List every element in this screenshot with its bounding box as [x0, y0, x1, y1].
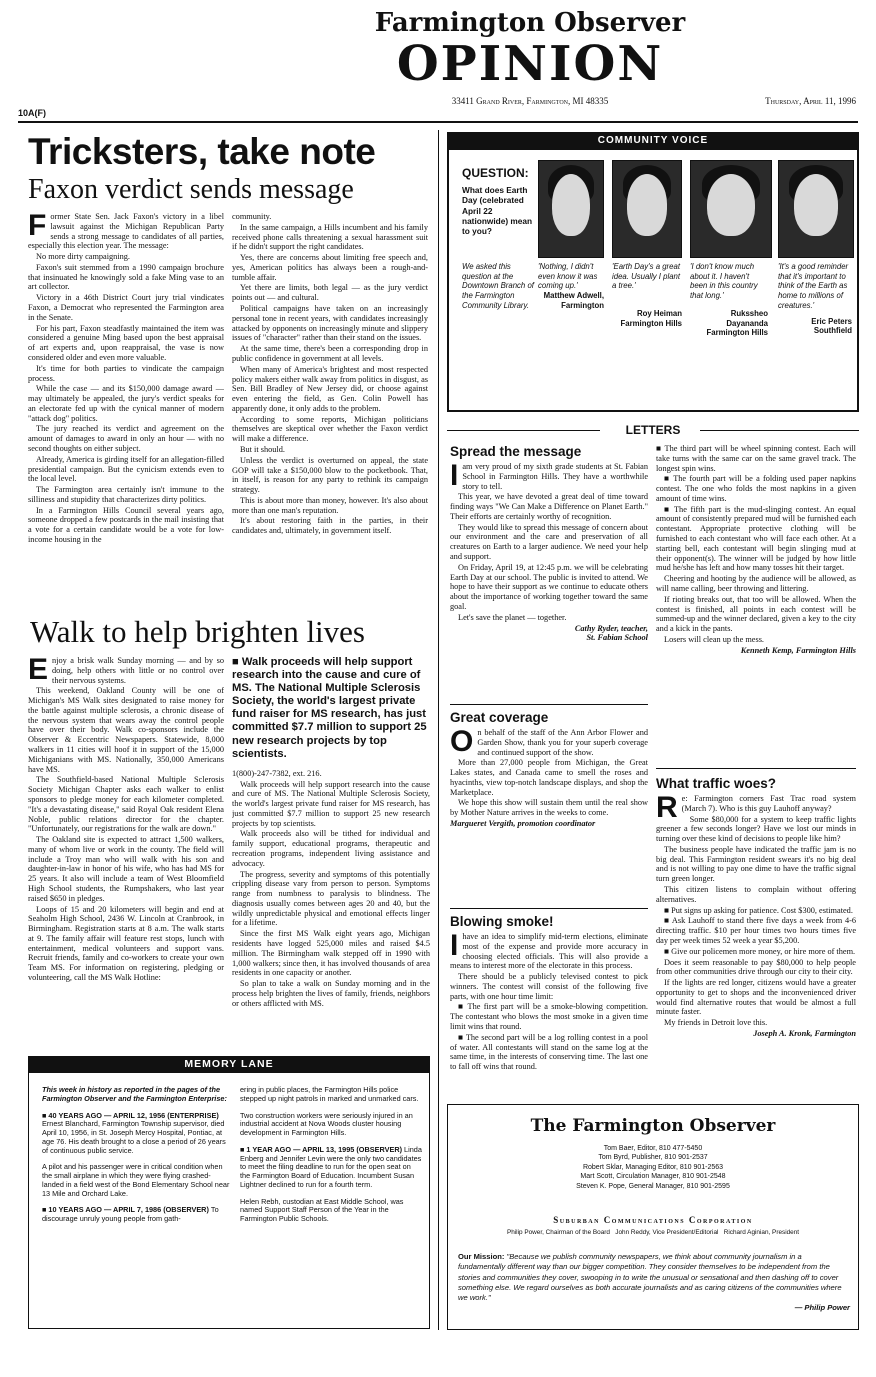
spread-body [450, 462, 648, 682]
paragraph: ■ Put signs up asking for patience. Cost $300, estimated. [664, 905, 853, 915]
editorial-column-2 [232, 212, 428, 580]
paragraph: According to some reports, Michigan politicians themselves are skeptical over whether the Faxon verdict will make a difference. [232, 414, 428, 444]
issue-date: Thursday, April 11, 1996 [765, 96, 856, 106]
paragraph: ■ The third part will be wheel spinning contest. Each will take turns with the same car on the same gravel track. The longest spin wins. [656, 444, 856, 473]
letters-right-signature: Kenneth Kemp, Farmington Hills [740, 645, 856, 655]
paragraph: njoy a brisk walk Sunday morning — and by so doing, help others with little or no control over their nervous systems. [52, 656, 224, 685]
column-divider [438, 130, 439, 1330]
photo-respondent-3 [690, 160, 772, 258]
paragraph: In a Farmington Hills Council several years ago, someone dropped a few postcards in the mail insisting that a vote for a certain candidate would be a vote for low-income housing in the [28, 505, 224, 544]
paragraph: have an idea to simplify mid-term elections, eliminate most of the expense and provide more accuracy in choosing elected officials. This will also provide a means to interest more of the electorate in this process. [450, 932, 648, 971]
smoke-headline: Blowing smoke! [450, 914, 554, 929]
paragraph: This year, we have devoted a great deal of time toward finding ways "We Can Make a Difference on Planet Earth." Their efforts are certainly worthy of recognition. [450, 492, 648, 521]
memory-lane-column-1 [42, 1086, 232, 1326]
paragraph: On Friday, April 19, at 12:45 p.m. we will be celebrating Earth Day at our school. The public is invited to attend. We hope to have their support as we continue to educate others about the importance of working together toward the same goal. [450, 562, 648, 611]
answer-2: 'Earth Day's a great idea. Usually I plant a tree.' Roy Heiman Farmington Hills [612, 262, 682, 328]
section-title: OPINION [396, 36, 664, 92]
paragraph: They would like to spread this message of concern about our environment and the care and preservation of all creatures on Earth to a larger audience. We need your help and support. [450, 522, 648, 562]
memory-lane-heading: ■ 40 YEARS AGO — APRIL 12, 1956 (ENTERPRISE) [42, 1110, 219, 1120]
paragraph: Let's save the planet — together. [458, 612, 567, 622]
answer-4: 'It's a good reminder that it's important to think of the Earth as home to millions of creatures.' Eric Peters Southfield [778, 262, 852, 336]
spread-signature-1: Cathy Ryder, teacher, [574, 623, 648, 633]
paragraph: Unless the verdict is overturned on appeal, the state GOP will take a $150,000 blow to the pocketbook. That, in itself, is reason for any party to rethink its campaign strategy. [232, 455, 428, 495]
memory-lane-heading: ■ 1 YEAR AGO — APRIL 13, 1995 (OBSERVER) [240, 1144, 405, 1154]
paragraph: My friends in Detroit love this. [664, 1018, 768, 1028]
paragraph: In the same campaign, a Hills incumbent and his family received phone calls threatening a sexual harassment suit if he didn't support the right candidates. [232, 222, 428, 252]
paragraph: It's about restoring faith in the parties, in their candidates and, ultimately, in government itself. [232, 516, 428, 536]
walk-column-1 [28, 656, 224, 1054]
spread-headline: Spread the message [450, 444, 582, 459]
mission-label: Our Mission: [458, 1252, 505, 1261]
walk-column-2 [232, 656, 430, 1054]
community-voice-title: COMMUNITY VOICE [597, 135, 709, 146]
paragraph: Since the first MS Walk eight years ago, Michigan residents have logged 525,000 miles and raised $4.5 million. The Birmingham walk stepped off in 1990 with 1,000 walkers; since then, it has involved thousands of area residents in one capacity or another. [232, 929, 430, 978]
paragraph: More than 27,000 people from Michigan, the Great Lakes states, and Canada came to smell the roses and hyacinths, view top-notch landscape displays, and shop the Marketplace. [450, 758, 648, 797]
letters-right-column [656, 444, 856, 704]
memory-lane-text: Two construction workers were seriously injured in an industrial accident at Nova Woods cluster housing development in Farmington Hills. [240, 1110, 413, 1137]
paragraph: ■ Give our policemen more money, or hire more of them. [664, 946, 856, 956]
memory-lane-item [42, 1163, 232, 1198]
question-label: QUESTION: [462, 166, 529, 180]
community-voice-bar [447, 132, 859, 150]
paragraph: Some $80,000 for a system to keep traffic lights greener a few seconds longer? Have we lost our minds in turning over these kind of decisions to people like him? [656, 814, 856, 844]
smoke-body [450, 932, 648, 1082]
paragraph: ■ Ask Lauhoff to stand there five days a week from 4-6 directing traffic. $10 per hour times two hours times five day per week times 52 week a year $5,200. [656, 916, 856, 945]
answer-1: 'Nothing, I didn't even know it was coming up.' Matthew Adwell, Farmington [538, 262, 604, 310]
memory-lane-text: Linda Enberg and Jennifer Levin were the only two candidates to meet the filing deadline to run for the open seat on the Farmington Board of Education. Incumbent Susan Lightner declined to run for a fourth term. [240, 1144, 422, 1189]
memory-lane-item [240, 1086, 422, 1104]
paragraph: community. [232, 212, 272, 221]
paragraph: If the lights are red longer, citizens would have a greater opportunity to get to shops and the inconvenienced driver would find alternative routes that would be almost a full minute faster. [656, 978, 856, 1017]
letters-rule-left [447, 430, 607, 431]
paragraph: So plan to take a walk on Sunday morning and in the process help brighten the lives of family, friends, neighbors or others afflicted with MS. [232, 979, 430, 1008]
paragraph: Faxon's suit stemmed from a 1990 campaign brochure that insinuated he knowingly sold a fake Ming vase to an art collector. [28, 262, 224, 292]
mission-text: "Because we publish community newspapers, we think about community journalism in a fundamentally different way than our bigger competition. They consider themselves to be independent from the stories and communities they cover, swooping in to write the unusual or sensational and then dashing off to cover something else. We regard ourselves as both accurate journalists and as caring citizens of the communities where we work." [458, 1252, 842, 1302]
answer-3: 'I don't know much about it. I haven't been in this country that long.' Rukssheo Dayananda Farmington Hills [690, 262, 768, 338]
memory-lane-item [240, 1112, 422, 1138]
paragraph: Walk proceeds will help support research into the cause and cure of MS. The National Multiple Sclerosis Society, the world's largest private fund raiser for MS research, has just committed $7.7 million to support 25 new research projects by top scientists. [232, 779, 430, 828]
paragraph: This is about more than money, however. It's also about more than one man's reputation. [232, 495, 428, 515]
photo-respondent-4 [778, 160, 854, 258]
paragraph: 1(800)-247-7382, ext. 216. [232, 768, 322, 778]
memory-lane-text: Helen Rebh, custodian at East Middle School, was named Support Staff Person of the Year in the Farmington Public Schools. [240, 1196, 404, 1223]
staff-list [447, 1144, 859, 1191]
walk-headline: Walk to help brighten lives [30, 614, 365, 649]
editorial-subhead: Faxon verdict sends message [28, 174, 354, 205]
question-text: What does Earth Day (celebrated April 22 nationwide) mean to you? [462, 185, 533, 237]
coverage-signature: Margueret Vergith, promotion coordinator [450, 819, 596, 828]
drop-cap: E [28, 656, 49, 686]
paper-name: Farmington Observer [374, 8, 686, 38]
staff-line: Steven K. Pope, General Manager, 810 901-2595 [576, 1182, 730, 1190]
memory-lane-text: A pilot and his passenger were in critical condition when the small airplane in which they were flying crashed-landed in a field west of the Bond Elementary School near 13 Mile and Orchard Lake. [42, 1162, 230, 1198]
paragraph: Victory in a 46th District Court jury trial vindicates Faxon, a Democrat who represented the Farmington area in the Senate. [28, 293, 224, 322]
paragraph: There should be a publicly televised contest to pick winners. The contest will consist of the following five parts, with one hour time limit: [450, 972, 648, 1001]
traffic-body [656, 794, 856, 1090]
memory-lane-item [240, 1198, 422, 1224]
divider [450, 704, 648, 705]
paragraph: n behalf of the staff of the Ann Arbor Flower and Garden Show, thank you for your superb coverage and continued support of the show. [477, 728, 648, 757]
memory-lane-heading: ■ 10 YEARS AGO — APRIL 7, 1986 (OBSERVER) [42, 1205, 211, 1215]
paragraph: e: Farmington corners Fast Trac road system (March 7). Who is this guy Lauhoff anyway? [681, 794, 856, 813]
address: 33411 Grand River, Farmington, MI 48335 [451, 96, 609, 106]
paragraph: Loops of 15 and 20 kilometers will begin and end at Seaholm High School, 2436 W. Lincoln at Cranbrook, in Birmingham. Registration starts at 8 a.m. The walk starts at 9. The family affair will feature rest stops, lunch with entertainment, medical volunteers and support vans. Recruit friends, family and co-workers to create your own Team MS. For information on registering, pledging or volunteering, call the MS Walk Hotline: [28, 904, 224, 982]
drop-cap: R [656, 794, 678, 824]
memory-lane-column-2 [240, 1086, 422, 1326]
mission-signature: — Philip Power [794, 1303, 850, 1313]
paragraph: ■ The fifth part is the mud-slinging contest. An equal amount of consistently prepared mud will be furnished each contestant. Appropriate protective clothing will be furnished to each contestant who will face each other. At a starting bell, each contestant will begin slinging mud at their opponent(s). The winner will be judged by how little mud he/she has left and how many tosses hit their target. [656, 504, 856, 573]
paragraph: Yet there are limits, both legal — as the jury verdict points out — and cultural. [232, 283, 428, 303]
paragraph: We hope this show will sustain them until the real show by Mother Nature arrives in the weeks to come. [450, 798, 648, 818]
drop-cap: O [450, 728, 474, 758]
letters-title: LETTERS [600, 423, 706, 437]
staff-line: Robert Sklar, Managing Editor, 810 901-2563 [582, 1163, 724, 1171]
question-method: We asked this question at the Downtown Branch of the Farmington Community Library. [462, 262, 534, 310]
staff-line: Tom Baer, Editor, 810 477-5450 [603, 1145, 703, 1152]
editorial-column-1 [28, 212, 224, 580]
photo-respondent-1 [538, 160, 604, 258]
paragraph: While the case — and its $150,000 damage award — may ultimately be appealed, the jury's verdict speaks for an electorate fed up with the cynical manner of modern "attack dog" politics. [28, 384, 224, 423]
paragraph: Does it seem reasonable to pay $80,000 to help people from other communities drive through our city to their city. [656, 957, 856, 977]
memory-lane-intro: This week in history as reported in the pages of the Farmington Observer and the Farmington Enterprise: [42, 1086, 227, 1103]
drop-cap: F [28, 212, 47, 242]
paragraph: ■ The first part will be a smoke-blowing competition. The contestant who blows the most smoke in a given time limit wins that round. [450, 1002, 648, 1032]
memory-lane-bar [28, 1056, 430, 1073]
paragraph: No more dirty campaigning. [36, 252, 131, 262]
walk-pullquote: ■ Walk proceeds will help support research into the cause and cure of MS. The National Multiple Sclerosis Society, the world's largest private fund raiser for MS research, has just committed $7.7 million to support 25 new research projects by top scientists. [232, 656, 427, 760]
paragraph: Cheering and hooting by the audience will be allowed, as will name calling, beer throwing and littering. [656, 574, 856, 593]
letters-rule-right [700, 430, 859, 431]
coverage-body [450, 728, 648, 828]
staff-line: Tom Byrd, Publisher, 810 901-2537 [598, 1154, 708, 1162]
bullet-icon: ■ [232, 656, 242, 668]
memory-lane-text: Ernest Blanchard, Farmington Township supervisor, died April 10, 1956, in St. Joseph Mercy Hospital, Pontiac, at age 76. His death brought to a close a period of 26 years of continuous public service. [42, 1119, 226, 1155]
paragraph: If rioting breaks out, that too will be allowed. When the contest is finished, all points in each contest will be summed-up and the winner declared, given a key to the city and a kick in the pants. [656, 594, 856, 634]
paragraph: The Southfield-based National Multiple Sclerosis Society Michigan Chapter asks each walker to enlist sponsors to pledge money for each kilometer completed. "It's a devastating disease," said Royal Oak resident Elena Noble, public relations director for the chapter. "Unfortunately, our registrations for the walk are down." [28, 775, 224, 834]
coverage-headline: Great coverage [450, 710, 549, 725]
spread-signature-2: St. Fabian School [586, 633, 648, 643]
paragraph: am very proud of my sixth grade students at St. Fabian School in Farmington Hills. They have a worthwhile story to tell. [462, 462, 648, 491]
paragraph: When many of America's brightest and most respected policy makers either walk away from politics in disgust, as Sen. Bill Bradley of New Jersey did, or choose against even entering the field, as Gen. Colin Powell has apparently done, it only adds to the problem. [232, 364, 428, 413]
corporation-name: Suburban Communications Corporation [553, 1215, 753, 1225]
mission-statement [458, 1252, 850, 1314]
paragraph: This weekend, Oakland County will be one of Michigan's MS Walk sites designated to raise money for the battle against multiple sclerosis, a chronic disease of the nervous system that wears away the control people have over their body. Walk co-sponsors include the Observer & Eccentric Newspapers. Statewide, 8,000 walkers in 11 cities will hoof it in support of the 15,000 Michiganians with MS. Nationally, 350,000 Americans have MS. [28, 686, 224, 774]
paragraph: For his part, Faxon steadfastly maintained the item was considered a genuine Ming based upon the best appraisal of art experts and, upon reappraisal, the vase is now considered older and even more valuable. [28, 323, 224, 362]
traffic-headline: What traffic woes? [656, 776, 777, 791]
masthead-rule [18, 121, 858, 123]
paragraph: The Oakland site is expected to attract 1,500 walkers, many of whom live or work in the county. The field will include a Troy man who will walk with his son and daughter-in-law in honor of his wife, who has had MS for 25 years. It also will include a team of West Bloomfield High School students, the Rumpshakers, who last year raised $650 in pledges. [28, 835, 224, 903]
paragraph: The Farmington area certainly isn't immune to the silliness and stupidity that characterizes dirty politics. [28, 485, 224, 504]
paragraph: Walk proceeds also will be tithed for individual and family support, educational programs, therapeutic and recreation programs, independent living assistance and advocacy. [232, 829, 430, 868]
divider [450, 908, 648, 909]
paragraph: Yes, there are concerns about limiting free speech and, yes, American politics has always been a rough-and-tumble affair. [232, 253, 428, 282]
memory-lane-text: ering in public places, the Farmington Hills police stepped up night patrols in marked and unmarked cars. [240, 1086, 419, 1103]
paragraph: ■ The second part will be a log rolling contest in a pool of water. All contestants will stand on the same log at the same time, in the interests of conserving time. The last one to fall off wins that round. [450, 1032, 648, 1072]
memory-lane-item [240, 1146, 422, 1190]
traffic-signature: Joseph A. Kronk, Farmington [753, 1028, 856, 1038]
corporation-officers: Philip Power, Chairman of the Board John Reddy, Vice President/Editorial Richard Aginian, President [506, 1229, 800, 1236]
divider [656, 768, 856, 769]
paragraph: The jury reached its verdict and agreement on the amount of damages to award in only an hour — with no second thoughts on either subject. [28, 424, 224, 453]
memory-lane-title: MEMORY LANE [184, 1058, 274, 1070]
memory-lane-item [42, 1112, 232, 1156]
staff-line: Mart Scott, Circulation Manager, 810 901-2548 [580, 1173, 726, 1181]
drop-cap: I [450, 462, 459, 492]
editorial-headline: Tricksters, take note [28, 131, 376, 172]
paragraph: This citizen listens to complain without offering alternatives. [656, 885, 856, 904]
drop-cap: I [450, 932, 459, 962]
paragraph: Losers will clean up the mess. [664, 634, 765, 644]
page-id: 10A(F) [18, 108, 47, 118]
paragraph: Political campaigns have taken on an increasingly personal tone in recent years, with candidates increasingly attacked by opponents on increasingly minute and slippery issues of "character" rather than their stand on the issues. [232, 304, 428, 343]
staff-paper-name: The Farmington Observer [530, 1116, 776, 1136]
photo-respondent-2 [612, 160, 682, 258]
paragraph: ■ The fourth part will be a folding used paper napkins contest. The one who folds the most napkins in a given amount of time wins. [656, 474, 856, 503]
memory-lane-item [42, 1206, 232, 1224]
paragraph: The progress, severity and symptoms of this potentially crippling disease vary from person to person. Symptoms range from numbness to paralysis to blindness. The diagnosis usually comes between ages 20 and 40, but the wildly unpredictable physical and emotional effects linger for a lifetime. [232, 869, 430, 928]
paragraph: It's time for both parties to vindicate the campaign process. [28, 363, 224, 383]
paragraph: Already, America is girding itself for an allegation-filled presidential campaign. But the cynicism extends even to the local level. [28, 454, 224, 484]
paragraph: The business people have indicated the traffic jam is no big deal. This Farmington resident swears it's no big deal and is not willing to pay one dime to have the traffic signal turn green longer. [656, 844, 856, 884]
paragraph: At the same time, there's been a corresponding drop in public confidence in government at all levels. [232, 344, 428, 363]
paragraph: But it should. [240, 444, 285, 454]
paragraph: ormer State Sen. Jack Faxon's victory in a libel lawsuit against the Michigan Republican Party sends a strong message to candidates of all parties, especially this election year. The message: [28, 212, 224, 251]
memory-lane-text: To discourage unruly young people from gath- [42, 1205, 219, 1223]
